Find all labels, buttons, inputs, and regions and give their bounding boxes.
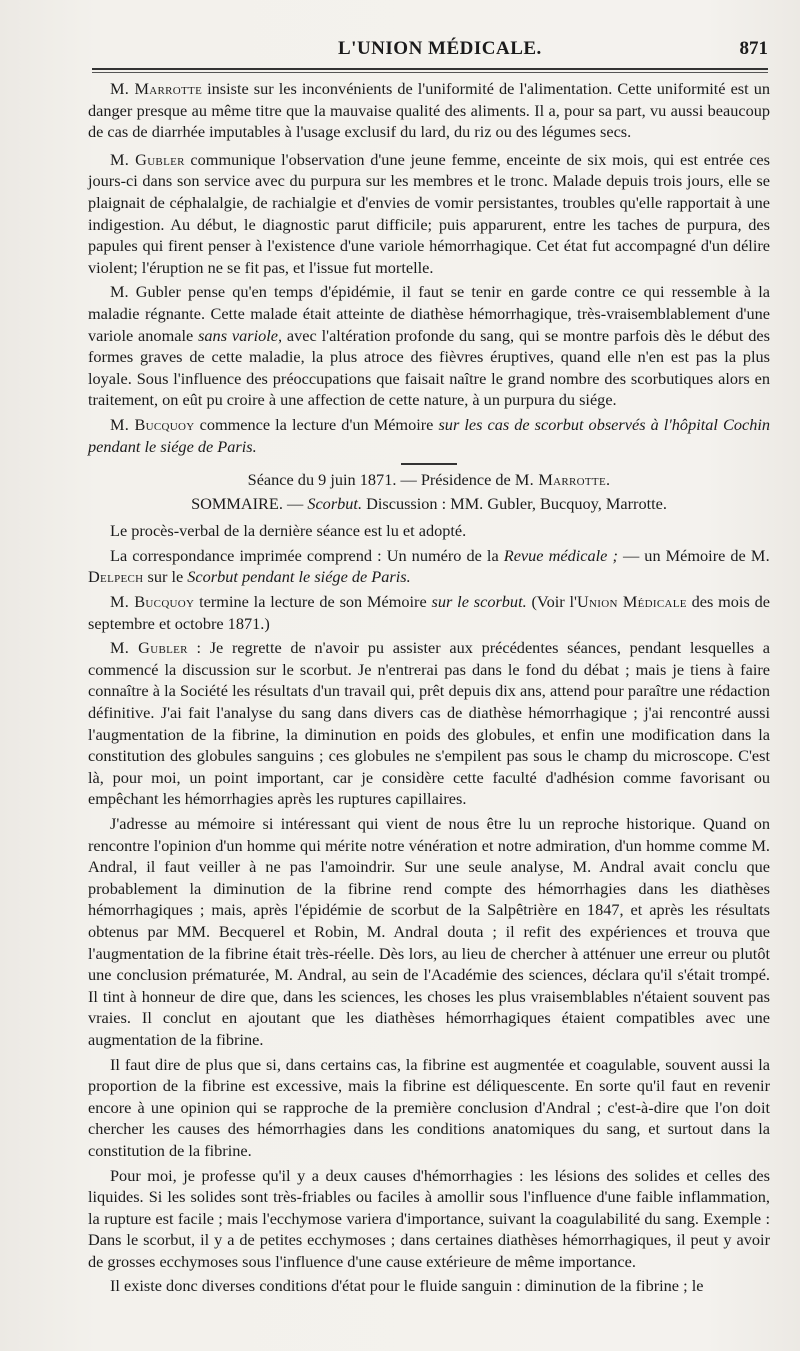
- paragraph-text: communique l'observation d'une jeune femme, enceinte de six mois, qui est entrée ces jours-ci dans son service avec du purpura sur les membres et le tronc. Malade depuis trois jours, elle se plaignait de céphalalgie, de rachialgie et d'envies de vomir persistantes, troubles qu'elle rapportait à une indigestion. Au début, le diagnostic parut difficile; puis apparurent, entre les taches de purpura, des papules qui firent penser à l'existence d'une variole hémorrhagique. Cet état fut accompagné d'un délire violent; l'éruption ne se fit pas, et l'issue fut mortelle.: [88, 149, 770, 277]
- speaker-name: M. Bucquoy: [110, 592, 195, 612]
- journal-reference: Union Médicale: [576, 592, 687, 612]
- session-president: M. Marrotte.: [514, 470, 611, 490]
- paragraph: [88, 545, 770, 588]
- section-divider: [401, 463, 457, 465]
- paragraph: [88, 149, 770, 279]
- italic-text: sur le scorbut.: [431, 592, 527, 612]
- italic-text: Revue médicale ;: [503, 545, 618, 565]
- paragraph: Pour moi, je professe qu'il y a deux causes d'hémorrhagies : les lésions des solides et celles des liquides. Si les solides sont très-friables ou faciles à amollir sous l'influence d'une faible inflammation, la rupture est facile ; mais l'ecchymose variera d'importance, suivant la coagulabilité du sang. Exemple : Dans le scorbut, il y a de petites ecchymoses ; dans certaines diathèses hémorrhagiques, il peut y avoir de grosses ecchymoses sous l'influence d'une cause extérieure de même importance.: [88, 1165, 770, 1271]
- paragraph: [88, 281, 770, 411]
- paragraph: Il existe donc diverses conditions d'état pour le fluide sanguin : diminution de la fibrine ; le: [110, 1276, 704, 1296]
- paragraph-text: M. Gubler pense qu'en temps d'épidémie, il faut se tenir en garde contre ce qui ressemble à la maladie régnante. Cette malade était atteinte de diathèse hémorrhagique, très-vraisemblablement d'une variole anomale: [88, 282, 770, 345]
- speaker-name: M. Bucquoy: [110, 414, 195, 434]
- author-name: M. Delpech: [88, 545, 771, 587]
- italic-text: sur les cas de scorbut observés à l'hôpital Cochin pendant le siége de Paris.: [88, 414, 771, 456]
- summary-label: SOMMAIRE. —: [191, 493, 308, 513]
- paragraph-text: sur le: [143, 567, 188, 587]
- paragraph-text: La correspondance imprimée comprend : Un numéro de la: [110, 545, 504, 565]
- paragraph-text: : Je regrette de n'avoir pu assister aux précédentes séances, pendant lesquelles a commencé la discussion sur le scorbut. Je n'entrerai pas dans le fond du débat ; mais je tiens à faire connaître à la Société les résultats d'un travail qui, prêt depuis dix ans, attend pour paraître une rédaction définitive. J'ai fait l'analyse du sang dans divers cas de diathèse hémorrhagique ; j'ai rencontré aussi l'augmentation de la fibrine, la diminution en poids des globules, et enfin une modification dans la constitution des globules sanguins ; ces globules ne s'empilent pas sous le champ du microscope. C'est là, pour moi, un point important, car je considère cette faculté d'adhésion comme favorisant ou empêchant les hémorrhagies après les ruptures capillaires.: [88, 638, 770, 809]
- speaker-name: M. Marrotte: [110, 79, 203, 98]
- session-summary: [88, 493, 770, 515]
- paragraph: Le procès-verbal de la dernière séance est lu et adopté.: [110, 521, 467, 541]
- summary-topic: Scorbut.: [307, 493, 363, 513]
- speaker-name: M. Gubler: [110, 638, 188, 658]
- header-rule: [92, 68, 768, 70]
- italic-text: Scorbut pendant le siége de Paris.: [187, 567, 411, 587]
- paragraph: J'adresse au mémoire si intéressant qui vient de nous être lu un reproche historique. Quand on rencontre l'opinion d'un homme qui mérite notre vénération et notre admiration, d'un homme comme M. Andral, il faut veiller à ne pas l'amoindrir. Sur une seule analyse, M. Andral avait conclu que probablement la diminution de la fibrine rend compte des hémorrhagies dans les diathèses hémorrhagiques ; mais, après l'épidémie de scorbut de la Salpêtrière en 1847, et après les résultats obtenus par MM. Becquerel et Robin, M. Andral douta ; il refit des expériences et trouva que l'augmentation de la fibrine était très-réelle. Dès lors, au lieu de chercher à atténuer une erreur ou plutôt une conclusion prématurée, M. Andral, au sein de l'Académie des sciences, déclara qu'il s'était trompé. Il tint à honneur de dire que, dans les sciences, les choses les plus vraisemblables n'étaient souvent pas vraies. Il conclut en ajoutant que les diathèses hémorrhagiques étaient compatibles avec une augmentation de la fibrine.: [88, 814, 770, 1049]
- paragraph: Il faut dire de plus que si, dans certains cas, la fibrine est augmentée et coagulable, souvent aussi la proportion de la fibrine est excessive, mais la fibrine est déliquescente. En sorte qu'il faut en revenir encore à une opinion qui se rapproche de la première conclusion d'Andral ; c'est-à-dire que l'on doit chercher les causes des hémorrhagies dans les conditions anatomiques du sang, et surtout dans la constitution de la fibrine.: [88, 1054, 770, 1160]
- speaker-name: M. Gubler: [110, 149, 185, 169]
- paragraph: [88, 78, 770, 143]
- paragraph: [88, 591, 770, 634]
- paragraph-text: commence la lecture d'un Mémoire: [194, 414, 439, 434]
- paragraph-text: avec l'altération profonde du sang, qui se montre parfois dès le début des formes graves de cette maladie, la plus atroce des fièvres éruptives, quand elle n'en est pas la plus loyale. Sous l'influence des préoccupations que faisait naître le grand nombre des scorbutiques alors en traitement, on eût pu croire à une affection de cette nature, à un purpura du siége.: [88, 325, 770, 410]
- page-header: [90, 38, 770, 68]
- paragraph-text: (Voir l': [526, 592, 577, 612]
- paragraph: [88, 414, 770, 457]
- journal-title: L'UNION MÉDICALE.: [338, 38, 542, 59]
- article-body: [88, 78, 770, 1300]
- page-number: 871: [739, 38, 768, 59]
- session-date: Séance du 9 juin 1871. — Présidence de: [247, 470, 515, 490]
- header-rule-thin: [92, 72, 768, 73]
- paragraph-text: insiste sur les inconvénients de l'uniformité de l'alimentation. Cette uniformité est un danger presque au même titre que la mauvaise qualité des aliments. Il a, pour sa part, vu aussi beaucoup de cas de diarrhée imputables à l'usage exclusif du lard, du riz ou des légumes secs.: [88, 79, 770, 142]
- italic-text: sans variole,: [198, 325, 283, 345]
- paragraph: [88, 637, 770, 810]
- paragraph-text: des mois de septembre et octobre 1871.): [88, 592, 770, 633]
- paragraph-text: — un Mémoire de: [617, 545, 751, 565]
- paragraph-text: termine la lecture de son Mémoire: [194, 592, 432, 612]
- summary-discussion: Discussion : MM. Gubler, Bucquoy, Marrotte.: [362, 493, 667, 513]
- session-heading: [88, 469, 770, 491]
